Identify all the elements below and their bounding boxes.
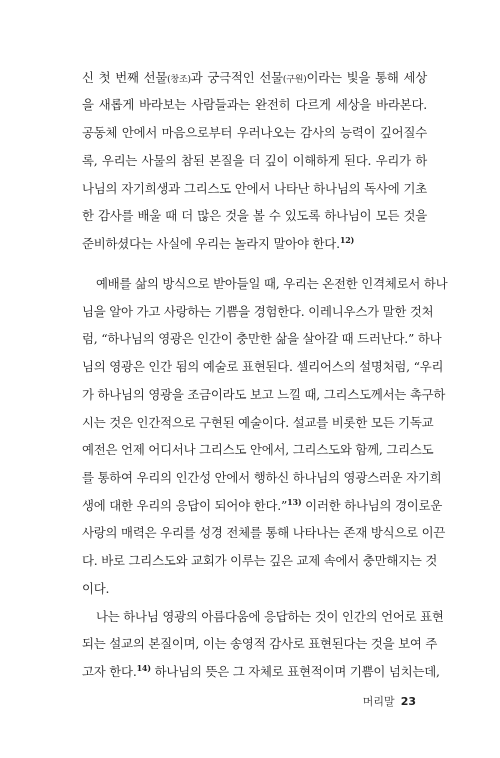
text-line: 예전은 언제 어디서나 그리스도 안에서, 그리스도와 함께, 그리스도	[82, 442, 434, 457]
text-line: 록, 우리는 사물의 참된 본질을 더 깊이 이해하게 된다. 우리가 하	[82, 153, 427, 168]
line-text: 고자 한다.	[82, 664, 137, 679]
running-footer-section: 머리말	[362, 695, 395, 708]
text-line: 예배를 삶의 방식으로 받아들일 때, 우리는 온전한 인격체로서 하나	[96, 276, 448, 291]
text-line: 공동체 안에서 마음으로부터 우러나오는 감사의 능력이 깊어질수	[82, 125, 427, 140]
text-line	[82, 236, 427, 252]
text-line: 을 새롭게 바라보는 사람들과는 완전히 다르게 세상을 바라본다.	[82, 97, 427, 112]
page-footer	[363, 693, 416, 709]
text-line: 럼, “하나님의 영광은 인간이 충만한 삶을 살아갈 때 드러난다.” 하나	[82, 331, 442, 346]
footnote-marker: 14)	[136, 662, 151, 673]
text-line: 님을 알아 가고 사랑하는 기쁨을 경험한다. 이레니우스가 말한 것처	[82, 304, 434, 319]
text-line: 이다.	[82, 581, 110, 596]
text-line: 를 통하여 우리의 인간성 안에서 행하신 하나님의 영광스러운 자기희	[82, 470, 442, 485]
text-line: 나님의 자기희생과 그리스도 안에서 나타난 하나님의 독사에 기초	[82, 181, 427, 196]
line-text: 생에 대한 우리의 응답이 되어야 한다.”	[82, 498, 288, 513]
text-line	[82, 662, 440, 680]
line-text: 이러한 하나님의 경이로운	[301, 498, 443, 513]
text-line: 님의 영광은 인간 됨의 예술로 표현된다. 셀리어스의 설명처럼, “우리	[82, 359, 444, 374]
footnote-marker: 12)	[339, 234, 355, 245]
text-line: 되는 설교의 본질이며, 이는 송영적 감사로 표현된다는 것을 보여 주	[82, 636, 438, 651]
parenthetical-note: (창조)	[167, 75, 191, 85]
text-line: 나는 하나님 영광의 아름다움에 응답하는 것이 인간의 언어로 표현	[96, 609, 444, 624]
line-text: 준비하셨다는 사실에 우리는 놀라지 말아야 한다.	[82, 236, 340, 251]
text-line: 다. 바로 그리스도와 교회가 이루는 깊은 교제 속에서 충만해지는 것	[82, 553, 438, 568]
text-line: 사랑의 매력은 우리를 성경 전체를 통해 나타나는 존재 방식으로 이끈	[82, 525, 446, 540]
text-line: 시는 것은 인간적으로 구현된 예술이다. 설교를 비롯한 모든 기독교	[82, 415, 434, 430]
line-text: 하나님의 뜻은 그 자체로 표현적이며 기쁨이 넘치는데,	[154, 664, 440, 679]
text-line: 한 감사를 배울 때 더 많은 것을 볼 수 있도록 하나님이 모든 것을	[82, 208, 427, 223]
footnote-marker: 13)	[287, 496, 302, 507]
parenthetical-note: (구원)	[282, 75, 307, 85]
text-line: 가 하나님의 영광을 조금이라도 보고 느낄 때, 그리스도께서는 촉구하	[82, 387, 446, 402]
text-line	[82, 496, 443, 514]
page-number: 23	[400, 695, 416, 708]
text-line: 신 첫 번째 선물(창조)과 궁극적인 선물(구원)이라는 빛을 통해 세상	[82, 70, 427, 85]
